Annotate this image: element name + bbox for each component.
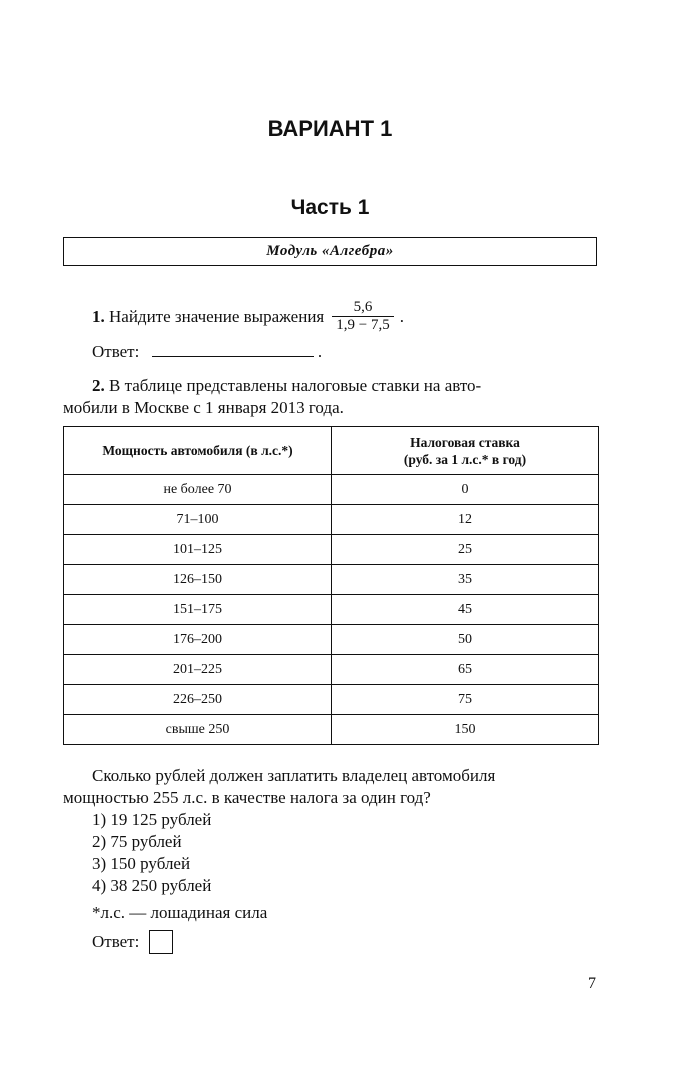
question-line1: Сколько рублей должен заплатить владелец автомобиля (92, 766, 496, 785)
task-2-question (63, 765, 603, 809)
task-1-end: . (399, 306, 404, 326)
option-4: 4) 38 250 рублей (92, 876, 212, 895)
table-header-row (64, 427, 599, 475)
answer-label: Ответ: (92, 932, 140, 951)
cell-rate: 35 (332, 565, 599, 595)
col-header-rate (332, 427, 599, 475)
option-1: 1) 19 125 рублей (92, 810, 212, 829)
task-2-intro (63, 375, 602, 419)
module-header: Модуль «Алгебра» (63, 237, 597, 266)
table-row (64, 685, 599, 715)
table-row (64, 535, 599, 565)
variant-title: ВАРИАНТ 1 (267, 116, 393, 141)
task-2-intro-line2: мобили в Москве с 1 января 2013 года. (63, 398, 344, 417)
table-row (64, 655, 599, 685)
answer-blank-field[interactable] (152, 342, 314, 357)
answer-box-field[interactable] (149, 930, 173, 954)
answer-options (92, 809, 211, 897)
cell-rate: 45 (332, 595, 599, 625)
cell-rate: 150 (332, 715, 599, 745)
table-row (64, 475, 599, 505)
fraction-denominator: 1,9 − 7,5 (332, 316, 393, 334)
cell-rate: 50 (332, 625, 599, 655)
col-header-rate-line1: Налоговая ставка (410, 434, 520, 450)
table-row (64, 565, 599, 595)
task-1-text: Найдите значение выражения (109, 306, 325, 326)
task-2-number: 2. (92, 376, 105, 395)
cell-power: 226–250 (64, 685, 332, 715)
cell-rate: 75 (332, 685, 599, 715)
table-row (64, 595, 599, 625)
cell-power: не более 70 (64, 475, 332, 505)
footnote: *л.с. — лошадиная сила (92, 903, 268, 922)
table-row (64, 505, 599, 535)
answer-end: . (317, 342, 323, 361)
col-header-rate-line2: (руб. за 1 л.с.* в год) (403, 451, 527, 467)
cell-rate: 65 (332, 655, 599, 685)
col-header-power: Мощность автомобиля (в л.с.*) (64, 427, 332, 475)
table-row (64, 715, 599, 745)
cell-power: 201–225 (64, 655, 332, 685)
cell-rate: 12 (332, 505, 599, 535)
question-line2: мощностью 255 л.с. в качестве налога за один год? (63, 788, 431, 807)
fraction-numerator: 5,6 (353, 299, 373, 315)
cell-power: 71–100 (64, 505, 332, 535)
cell-rate: 25 (332, 535, 599, 565)
fraction (332, 299, 393, 334)
option-3: 3) 150 рублей (92, 854, 191, 873)
answer-label: Ответ: (92, 342, 140, 361)
task-1 (92, 299, 404, 334)
cell-power: 151–175 (64, 595, 332, 625)
cell-power: свыше 250 (64, 715, 332, 745)
option-2: 2) 75 рублей (92, 832, 182, 851)
cell-power: 101–125 (64, 535, 332, 565)
cell-rate: 0 (332, 475, 599, 505)
table-row (64, 625, 599, 655)
task-2-answer (92, 930, 173, 954)
tax-table (63, 426, 599, 745)
cell-power: 176–200 (64, 625, 332, 655)
task-2-intro-line1: В таблице представлены налоговые ставки на авто- (109, 376, 482, 395)
page-number: 7 (588, 975, 596, 992)
cell-power: 126–150 (64, 565, 332, 595)
task-1-answer (92, 341, 322, 363)
task-1-number: 1. (92, 306, 105, 326)
part-title: Часть 1 (290, 196, 370, 219)
